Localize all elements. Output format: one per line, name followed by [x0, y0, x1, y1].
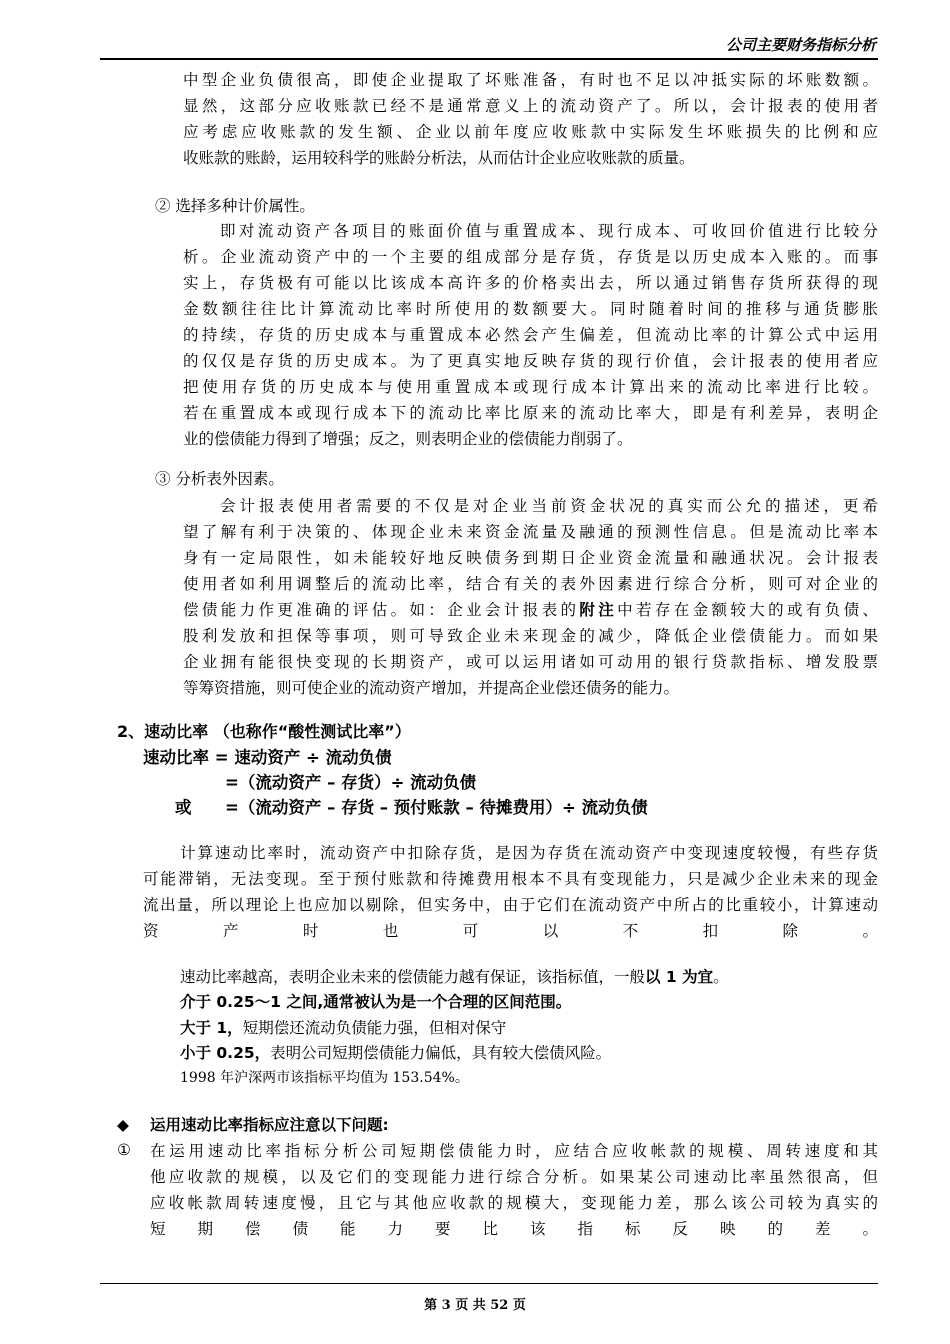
formula-3: =（流动资产 – 存货 – 预付账款 – 待摊费用）÷ 流动负债: [225, 798, 648, 817]
diamond-bullet-icon: ◆: [117, 1116, 129, 1134]
attention-heading: 运用速动比率指标应注意以下问题:: [150, 1116, 389, 1134]
item2-line-9: 业的偿债能力得到了增强；反之，则表明企业的偿债能力削弱了。: [183, 430, 633, 448]
rule-4-a: 小于 0.25，: [180, 1044, 271, 1062]
rule-3: [180, 1016, 506, 1040]
rule-1-c: 。: [713, 968, 729, 986]
item3-line-3: 身有一定局限性，如未能较好地反映债务到期日企业资金流量和融通状况。会计报表: [183, 549, 878, 567]
header-title: 公司主要财务指标分析: [725, 36, 876, 54]
explain-line-1: 计算速动比率时，流动资产中扣除存货，是因为存货在流动资产中变现速度较慢，有些存货: [180, 844, 878, 862]
section2-heading: 2、速动比率 （也称作“酸性测试比率”）: [117, 722, 411, 741]
para-top-line-3: 应考虑应收账款的发生额、企业以前年度应收账款中实际发生坏账损失的比例和应: [183, 123, 878, 141]
item2-title: ② 选择多种计价属性。: [155, 197, 315, 215]
attention-line-2: 他应收款的规模，以及它们的变现能力进行综合分析。如果某公司速动比率虽然很高，但: [150, 1168, 878, 1186]
item2-line-8: 若在重置成本或现行成本下的流动比率比原来的流动比率大，即是有利差异，表明企: [183, 404, 878, 422]
item2-line-1: 即对流动资产各项目的账面价值与重置成本、现行成本、可收回价值进行比较分: [220, 222, 878, 240]
rule-5: 1998 年沪深两市该指标平均值为 153.54%。: [180, 1070, 469, 1086]
page-header: [100, 32, 878, 60]
formula-3-prefix: 或: [175, 798, 192, 817]
footer-divider: [100, 1283, 878, 1284]
rule-1-b: 以 1 为宜: [645, 968, 714, 986]
item2-line-4: 金数额往往比计算流动比率时所使用的数额要大。同时随着时间的推移与通货膨胀: [183, 300, 878, 318]
formula-1: 速动比率 = 速动资产 ÷ 流动负债: [143, 748, 392, 767]
page-number: 第 3 页 共 52 页: [424, 1298, 526, 1313]
rule-4: [180, 1041, 611, 1065]
item3-line-4: 使用者如利用调整后的流动比率，结合有关的表外因素进行综合分析，则可对企业的: [183, 575, 878, 593]
explain-line-3: 流出量，所以理论上也应加以剔除，但实务中，由于它们在流动资产中所占的比重较小，计算速动: [143, 896, 878, 914]
item2-line-3: 实上，存货极有可能以比该成本高许多的价格卖出去，所以通过销售存货所获得的现: [183, 274, 878, 292]
rule-3-a: 大于 1，: [180, 1019, 243, 1037]
formula-2: =（流动资产 – 存货）÷ 流动负债: [225, 773, 477, 792]
attention-line-1: 在运用速动比率指标分析公司短期偿债能力时，应结合应收帐款的规模、周转速度和其: [150, 1142, 878, 1160]
rule-1: [180, 965, 729, 989]
item3-line-1: 会计报表使用者需要的不仅是对企业当前资金状况的真实而公允的描述，更希: [220, 497, 878, 515]
rule-3-b: 短期偿还流动负债能力强，但相对保守: [242, 1019, 507, 1037]
explain-line-2: 可能滞销，无法变现。至于预付账款和待摊费用根本不具有变现能力，只是减少企业未来的现金: [143, 870, 878, 888]
attention-line-4: 短期偿债能力要比该指标反映的差。: [150, 1220, 878, 1238]
explain-line-4: 资产时也可以不扣除。: [143, 922, 878, 940]
item2-line-2: 析。企业流动资产中的一个主要的组成部分是存货，存货是以历史成本入账的。而事: [183, 248, 878, 266]
attention-line-3: 应收帐款周转速度慢，且它与其他应收款的规模大，变现能力差，那么该公司较为真实的: [150, 1194, 878, 1212]
item2-line-6: 的仅仅是存货的历史成本。为了更真实地反映存货的现行价值，会计报表的使用者应: [183, 352, 878, 370]
footnote-term: 附注: [579, 600, 618, 619]
item3-line-8: 等筹资措施，则可使企业的流动资产增加，并提高企业偿还债务的能力。: [183, 679, 680, 697]
rule-1-a: 速动比率越高，表明企业未来的偿债能力越有保证，该指标值，一般: [180, 968, 646, 986]
item2-line-7: 把使用存货的历史成本与使用重置成本或现行成本计算出来的流动比率进行比较。: [183, 378, 878, 396]
item3-line-7: 企业拥有能很快变现的长期资产，或可以运用诸如可动用的银行贷款指标、增发股票: [183, 653, 878, 671]
item2-line-5: 的持续，存货的历史成本与重置成本必然会产生偏差，但流动比率的计算公式中运用: [183, 326, 878, 344]
para-top-line-2: 显然，这部分应收账款已经不是通常意义上的流动资产了。所以，会计报表的使用者: [183, 97, 878, 115]
item3-line-5-a: 偿债能力作更准确的评估。如：企业会计报表的: [183, 601, 580, 619]
item3-title: ③ 分析表外因素。: [155, 470, 284, 488]
item3-line-5-c: 中若存在金额较大的或有负债、: [617, 601, 878, 619]
para-top-line-1: 中型企业负债很高，即使企业提取了坏账准备，有时也不足以冲抵实际的坏账数额。: [183, 71, 878, 89]
item3-line-2: 望了解有利于决策的、体现企业未来资金流量及融通的预测性信息。但是流动比率本: [183, 523, 878, 541]
attention-num: ①: [117, 1141, 131, 1159]
rule-2: 介于 0.25～1 之间,通常被认为是一个合理的区间范围。: [180, 993, 572, 1011]
para-top-line-4: 收账款的账龄，运用较科学的账龄分析法，从而估计企业应收账款的质量。: [183, 149, 695, 167]
item3-line-6: 股利发放和担保等事项，则可导致企业未来现金的减少，降低企业偿债能力。而如果: [183, 627, 878, 645]
item3-line-5: [183, 597, 878, 624]
rule-4-b: 表明公司短期偿债能力偏低，具有较大偿债风险。: [270, 1044, 612, 1062]
